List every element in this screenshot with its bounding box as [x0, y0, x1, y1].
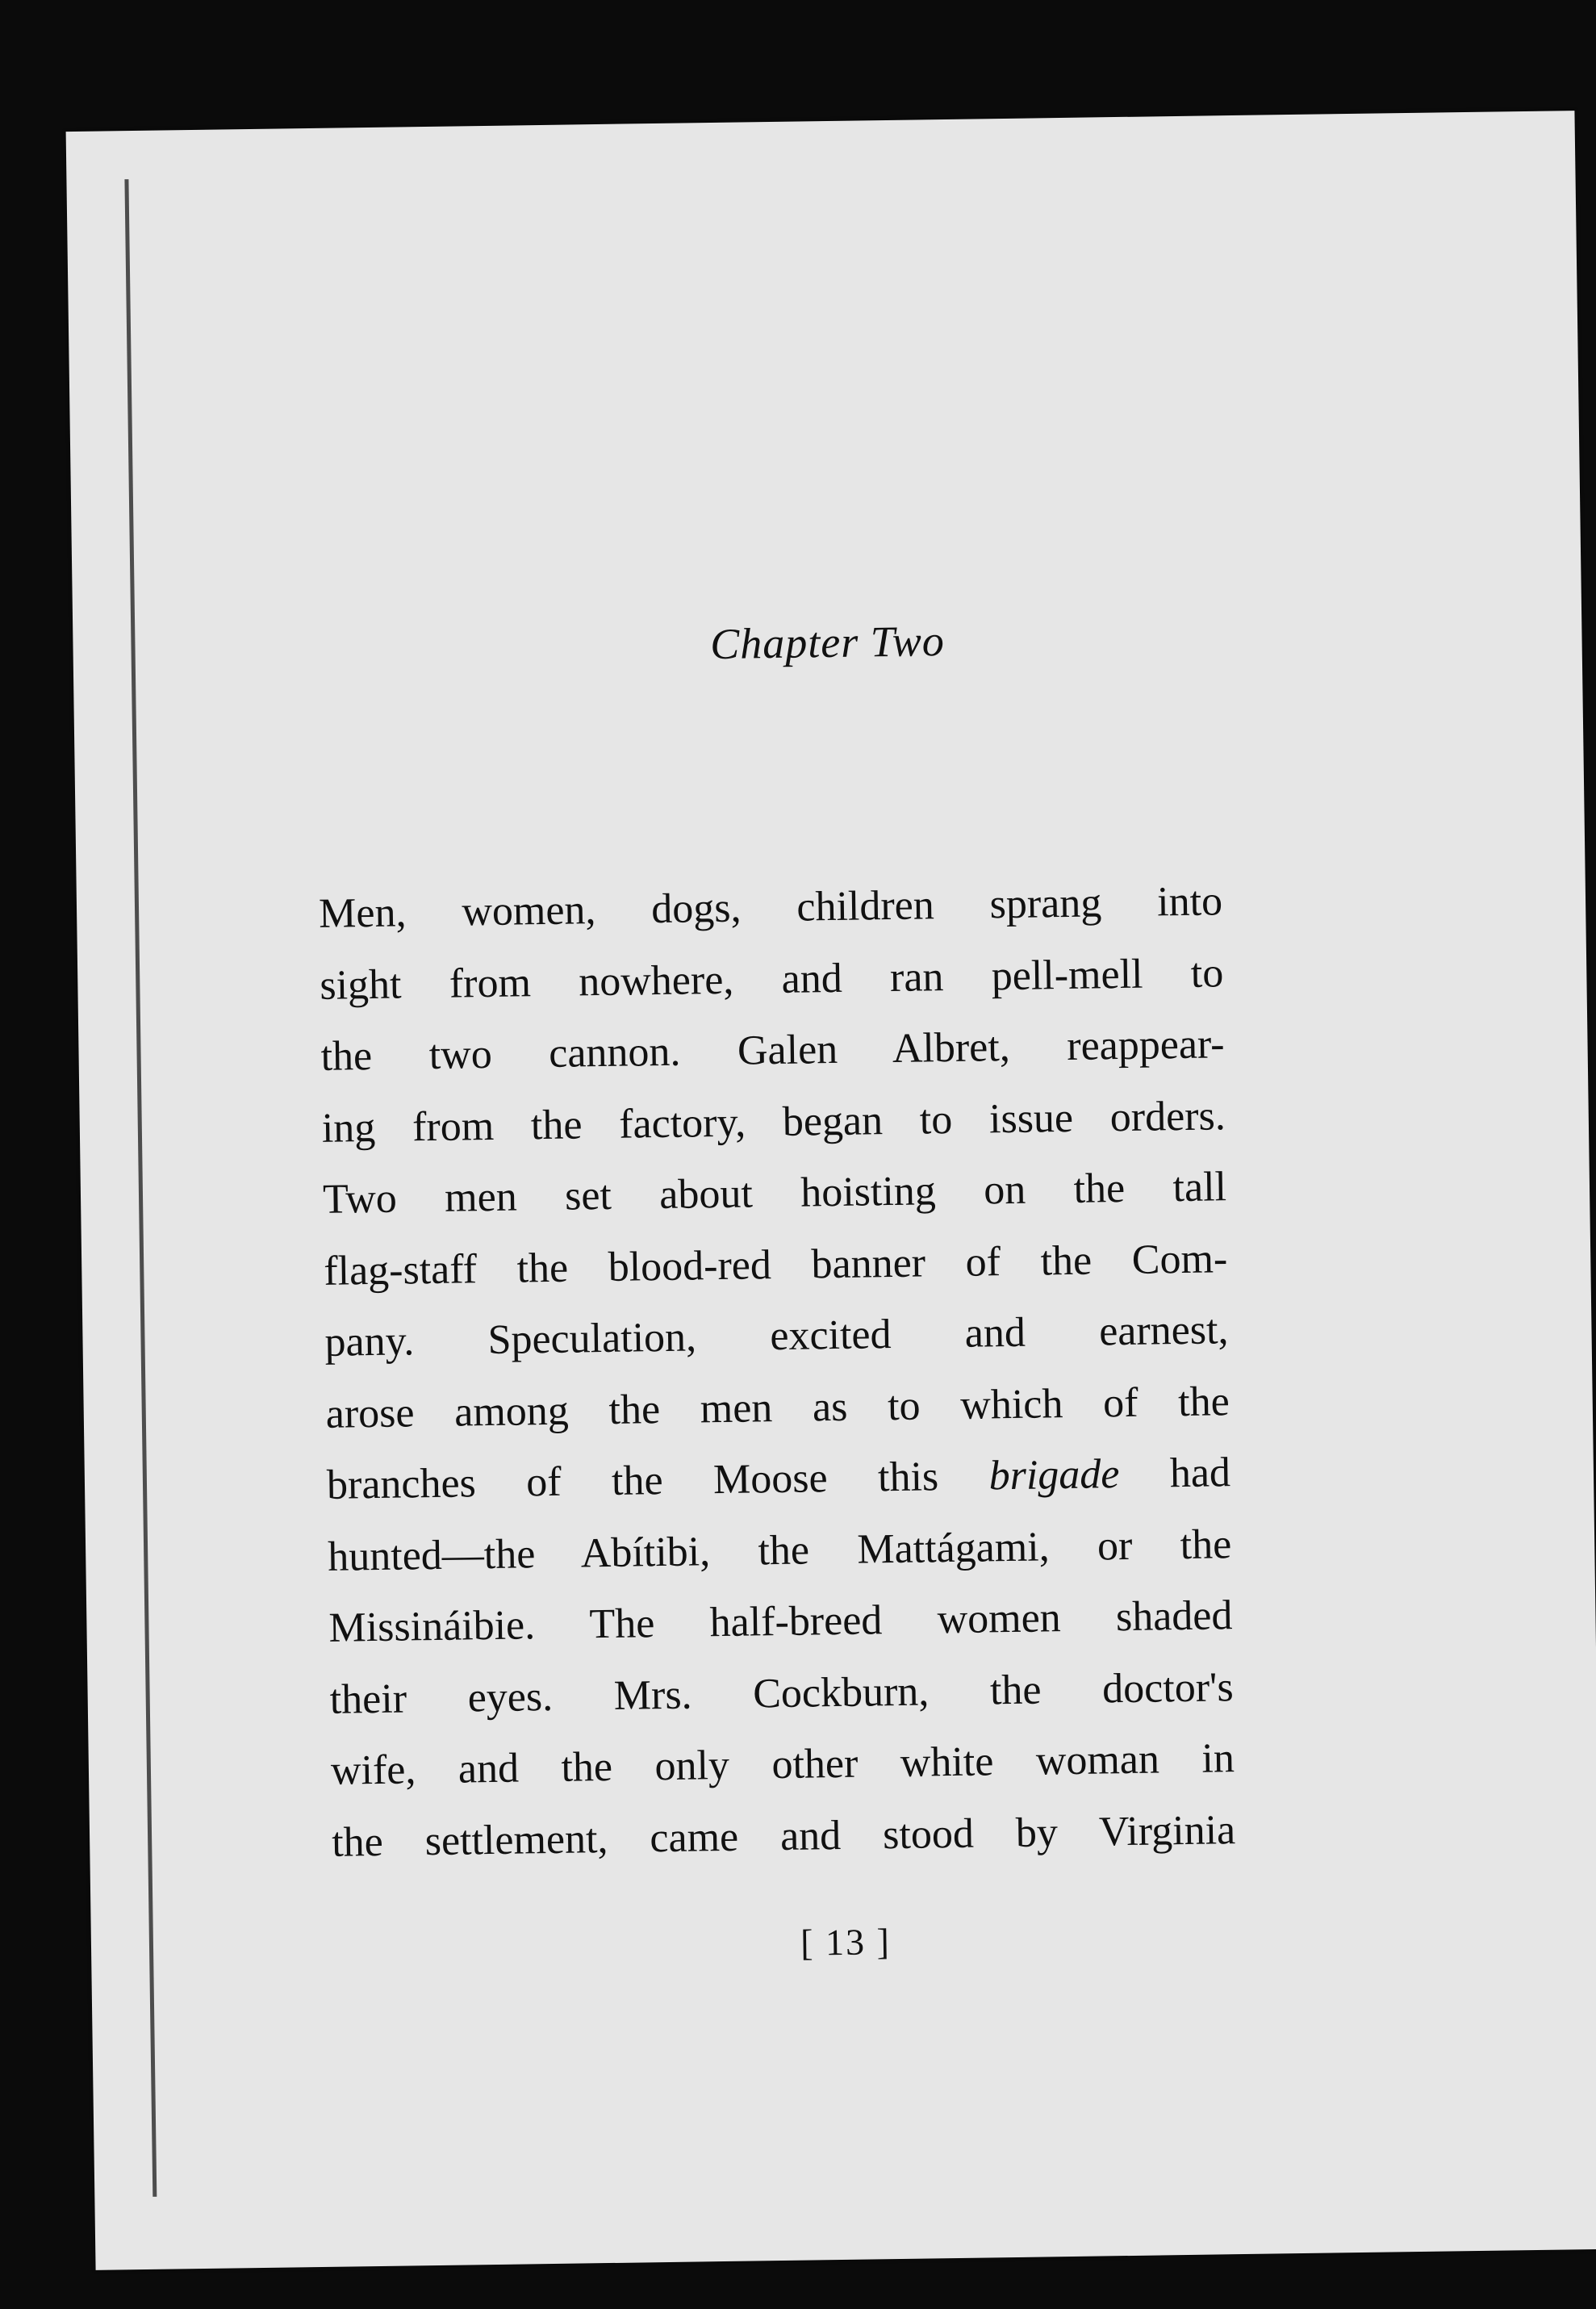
text-line: Two men set about hoisting on the tall: [322, 1164, 1227, 1223]
text-line: flag-staff the blood-red banner of the Com-: [323, 1235, 1228, 1295]
text-line: their eyes. Mrs. Cockburn, the doctor's: [329, 1663, 1235, 1723]
chapter-heading: Chapter Two: [709, 617, 946, 669]
text-line: the two cannon. Galen Albret, reappear-: [320, 1021, 1225, 1080]
body-text: [319, 866, 1236, 1879]
text-line: Men, women, dogs, children sprang into: [318, 878, 1223, 937]
text-segment: branches of the Moose this: [326, 1454, 939, 1508]
book-page: [66, 111, 1596, 2270]
italic-word: brigade: [988, 1451, 1120, 1500]
text-line: sight from nowhere, and ran pell-mell to: [319, 949, 1224, 1009]
text-line: ing from the factory, began to issue orders.: [321, 1092, 1226, 1152]
binding-edge: [124, 179, 157, 2197]
text-line: Missináibie. The half-breed women shaded: [328, 1592, 1233, 1651]
text-line: arose among the men as to which of the: [325, 1378, 1230, 1437]
text-line-with-italic: [326, 1437, 1230, 1521]
text-line: pany. Speculation, excited and earnest,: [324, 1307, 1229, 1366]
page-number: [ 13 ]: [800, 1921, 892, 1964]
text-line: hunted—the Abítibi, the Mattágami, or the: [327, 1521, 1232, 1580]
text-line: wife, and the only other white woman in: [330, 1735, 1235, 1794]
text-line: the settlement, came and stood by Virginia: [331, 1806, 1236, 1866]
text-segment: had: [1169, 1449, 1231, 1497]
